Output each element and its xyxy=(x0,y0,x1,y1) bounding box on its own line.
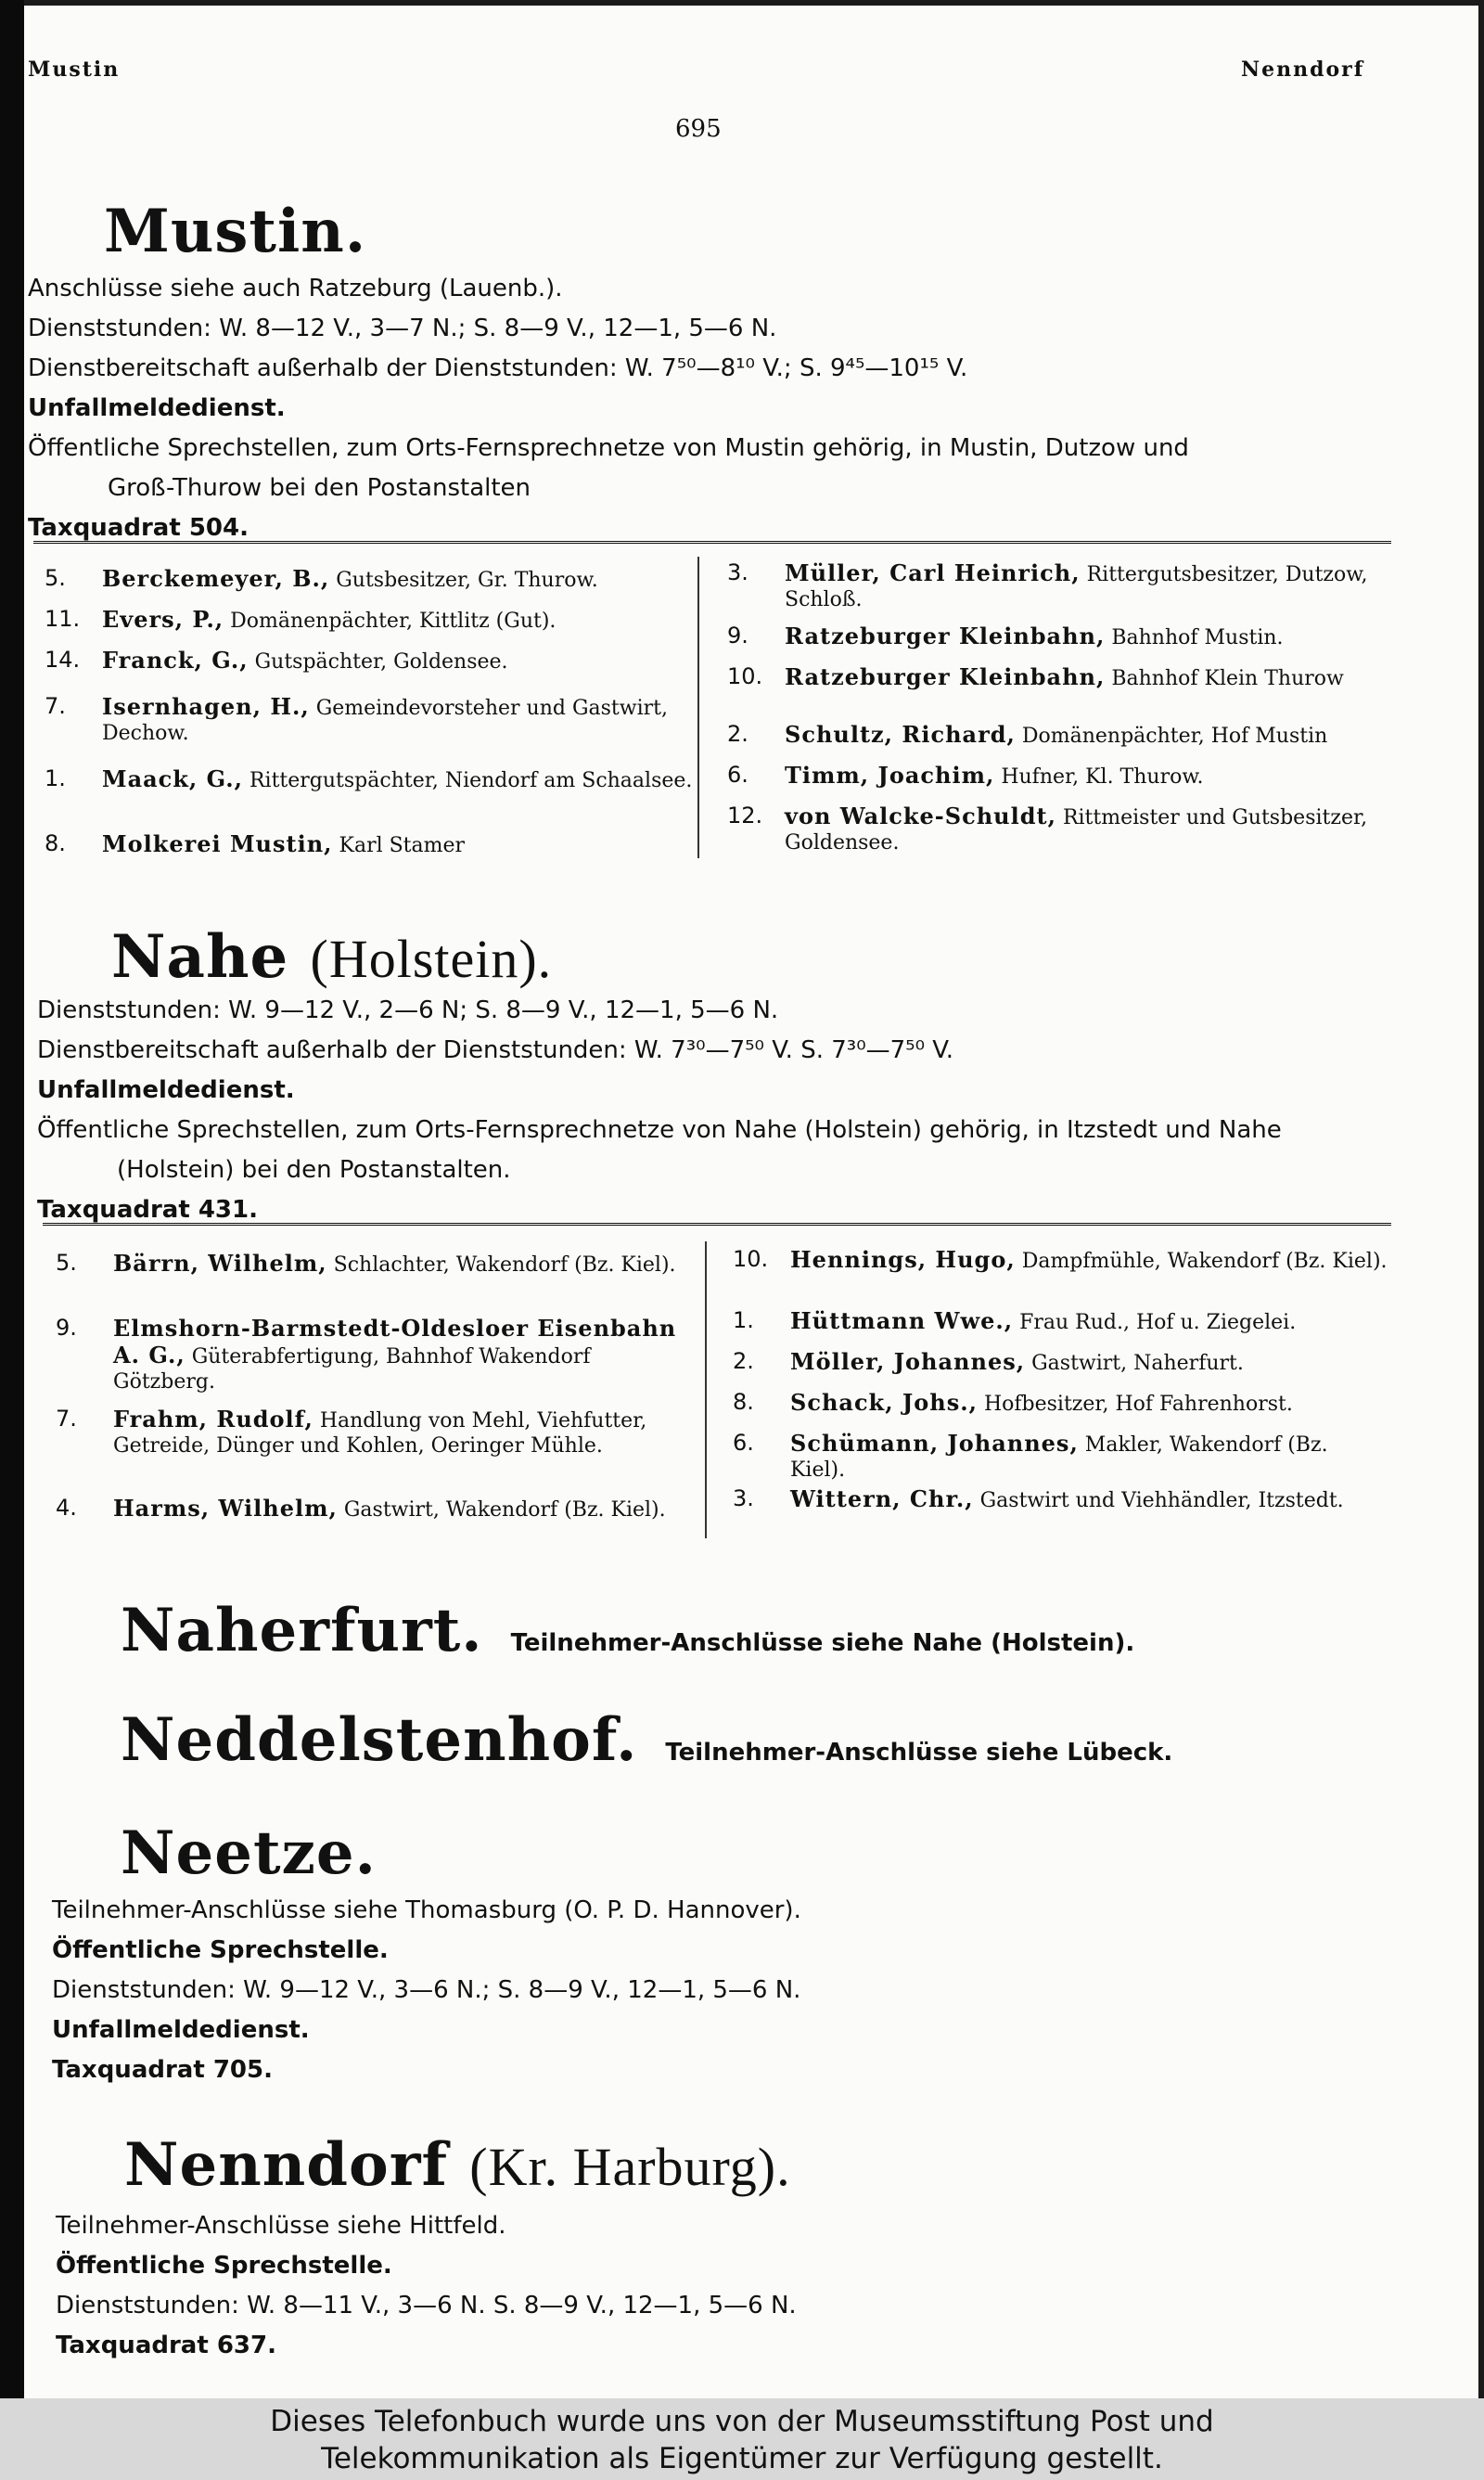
running-head-left: Mustin xyxy=(28,58,121,82)
list-item: 10. Ratzeburger Kleinbahn, Bahnhof Klein Thurow xyxy=(727,663,1344,690)
naherfurt-section xyxy=(121,1596,1484,1665)
list-item: 9. Elmshorn-Barmstedt-Oldesloer Eisenbahn A. G., Güterabfertigung, Bahnhof Wakendorf Götzberg. xyxy=(56,1315,677,1394)
nahe-line-2: Dienstbereitschaft außerhalb der Dienststunden: W. 7³⁰—7⁵⁰ V. S. 7³⁰—7⁵⁰ V. xyxy=(37,1036,953,1064)
mustin-line-7: Taxquadrat 504. xyxy=(28,514,249,542)
list-item: 12. von Walcke-Schuldt, Rittmeister und Gutsbesitzer, Goldensee. xyxy=(727,803,1368,855)
list-item: 1. Hüttmann Wwe., Frau Rud., Hof u. Ziegelei. xyxy=(733,1307,1297,1334)
neetze-line-3: Dienststunden: W. 9—12 V., 3—6 N.; S. 8—9 V., 12—1, 5—6 N. xyxy=(52,1976,801,2004)
list-item: 2. Möller, Johannes, Gastwirt, Naherfurt. xyxy=(733,1348,1244,1375)
nahe-title: Nahe (Holstein). xyxy=(111,922,553,992)
nahe-columns xyxy=(43,1241,1391,1548)
list-item: 6. Schümann, Johannes, Makler, Wakendorf (Bz. Kiel). xyxy=(733,1430,1328,1482)
mustin-rule xyxy=(33,541,1391,547)
nenndorf-title: Nenndorf (Kr. Harburg). xyxy=(124,2130,791,2200)
nahe-section xyxy=(111,922,1475,992)
neetze-line-5: Taxquadrat 705. xyxy=(52,2056,273,2084)
nenndorf-line-2: Öffentliche Sprechstelle. xyxy=(56,2252,392,2280)
list-item: 8. Molkerei Mustin, Karl Stamer xyxy=(45,830,466,857)
list-item: 6. Timm, Joachim, Hufner, Kl. Thurow. xyxy=(727,762,1204,789)
mustin-line-2: Dienststunden: W. 8—12 V., 3—7 N.; S. 8—9 V., 12—1, 5—6 N. xyxy=(28,315,777,342)
list-item: 3. Wittern, Chr., Gastwirt und Viehhändler, Itzstedt. xyxy=(733,1485,1344,1512)
nahe-rule xyxy=(43,1223,1391,1229)
list-item: 8. Schack, Johs., Hofbesitzer, Hof Fahrenhorst. xyxy=(733,1389,1293,1416)
nahe-line-5: (Holstein) bei den Postanstalten. xyxy=(117,1156,511,1184)
naherfurt-title: Naherfurt. Teilnehmer-Anschlüsse siehe Nahe (Holstein). xyxy=(121,1596,1135,1665)
nenndorf-line-3: Dienststunden: W. 8—11 V., 3—6 N. S. 8—9 V., 12—1, 5—6 N. xyxy=(56,2292,797,2319)
column-divider xyxy=(697,557,699,858)
mustin-title: Mustin. xyxy=(104,197,367,266)
footer-caption xyxy=(0,2398,1484,2480)
neetze-line-1: Teilnehmer-Anschlüsse siehe Thomasburg (O. P. D. Hannover). xyxy=(52,1896,801,1924)
list-item: 14. Franck, G., Gutspächter, Goldensee. xyxy=(45,647,508,674)
list-item: 7. Isernhagen, H., Gemeindevorsteher und Gastwirt, Dechow. xyxy=(45,693,668,745)
footer-line-1: Dieses Telefonbuch wurde uns von der Museumsstiftung Post und xyxy=(270,2405,1214,2438)
mustin-section xyxy=(104,197,1467,266)
nenndorf-line-4: Taxquadrat 637. xyxy=(56,2332,276,2359)
list-item: 3. Müller, Carl Heinrich, Rittergutsbesitzer, Dutzow, Schloß. xyxy=(727,559,1368,611)
nahe-line-3: Unfallmeldedienst. xyxy=(37,1076,295,1104)
mustin-line-1: Anschlüsse siehe auch Ratzeburg (Lauenb.). xyxy=(28,275,563,302)
list-item: 4. Harms, Wilhelm, Gastwirt, Wakendorf (Bz. Kiel). xyxy=(56,1495,666,1522)
mustin-line-3: Dienstbereitschaft außerhalb der Dienststunden: W. 7⁵⁰—8¹⁰ V.; S. 9⁴⁵—10¹⁵ V. xyxy=(28,354,968,382)
mustin-info xyxy=(28,269,1391,548)
list-item: 2. Schultz, Richard, Domänenpächter, Hof Mustin xyxy=(727,721,1328,748)
mustin-line-6: Groß-Thurow bei den Postanstalten xyxy=(108,474,531,502)
list-item: 1. Maack, G., Rittergutspächter, Niendorf am Schaalsee. xyxy=(45,765,693,792)
nahe-line-6: Taxquadrat 431. xyxy=(37,1196,258,1224)
neetze-title: Neetze. xyxy=(121,1818,377,1888)
neddelstenhof-section xyxy=(121,1705,1484,1775)
column-divider xyxy=(705,1241,707,1538)
nenndorf-info xyxy=(56,2206,1419,2366)
mustin-line-5: Öffentliche Sprechstellen, zum Orts-Fernsprechnetze von Mustin gehörig, in Mustin, Dutzow und xyxy=(28,434,1189,462)
neetze-info xyxy=(52,1891,1415,2090)
mustin-line-4: Unfallmeldedienst. xyxy=(28,394,286,422)
nenndorf-section xyxy=(124,2130,1484,2200)
scan-edge-right xyxy=(1478,0,1484,2398)
list-item: 7. Frahm, Rudolf, Handlung von Mehl, Viehfutter, Getreide, Dünger und Kohlen, Oeringer Mühle. xyxy=(56,1406,647,1458)
neetze-line-4: Unfallmeldedienst. xyxy=(52,2016,310,2044)
scan-edge-top xyxy=(0,0,1484,6)
list-item: 9. Ratzeburger Kleinbahn, Bahnhof Mustin. xyxy=(727,623,1284,649)
nahe-subtitle: (Holstein). xyxy=(310,929,553,989)
nahe-line-1: Dienststunden: W. 9—12 V., 2—6 N; S. 8—9 V., 12—1, 5—6 N. xyxy=(37,996,779,1024)
running-head-right: Nenndorf xyxy=(1241,58,1365,82)
nenndorf-subtitle: (Kr. Harburg). xyxy=(469,2137,791,2197)
nahe-info xyxy=(37,991,1401,1230)
mustin-columns xyxy=(33,557,1391,863)
list-item: 5. Bärrn, Wilhelm, Schlachter, Wakendorf (Bz. Kiel). xyxy=(56,1250,676,1277)
neddelstenhof-title: Neddelstenhof. Teilnehmer-Anschlüsse siehe Lübeck. xyxy=(121,1705,1173,1775)
list-item: 5. Berckemeyer, B., Gutsbesitzer, Gr. Thurow. xyxy=(45,565,598,592)
page-number: 695 xyxy=(675,115,722,143)
nenndorf-line-1: Teilnehmer-Anschlüsse siehe Hittfeld. xyxy=(56,2212,506,2240)
naherfurt-note: Teilnehmer-Anschlüsse siehe Nahe (Holstein). xyxy=(510,1629,1135,1657)
list-item: 10. Hennings, Hugo, Dampfmühle, Wakendorf (Bz. Kiel). xyxy=(733,1246,1388,1273)
nahe-line-4: Öffentliche Sprechstellen, zum Orts-Fernsprechnetze von Nahe (Holstein) gehörig, in Itzstedt und Nahe xyxy=(37,1116,1282,1144)
scan-edge-left xyxy=(0,0,24,2398)
neetze-line-2: Öffentliche Sprechstelle. xyxy=(52,1936,389,1964)
neddelstenhof-note: Teilnehmer-Anschlüsse siehe Lübeck. xyxy=(665,1739,1173,1767)
footer-line-2: Telekommunikation als Eigentümer zur Verfügung gestellt. xyxy=(321,2442,1163,2475)
list-item: 11. Evers, P., Domänenpächter, Kittlitz (Gut). xyxy=(45,606,556,633)
neetze-section xyxy=(121,1818,1484,1888)
